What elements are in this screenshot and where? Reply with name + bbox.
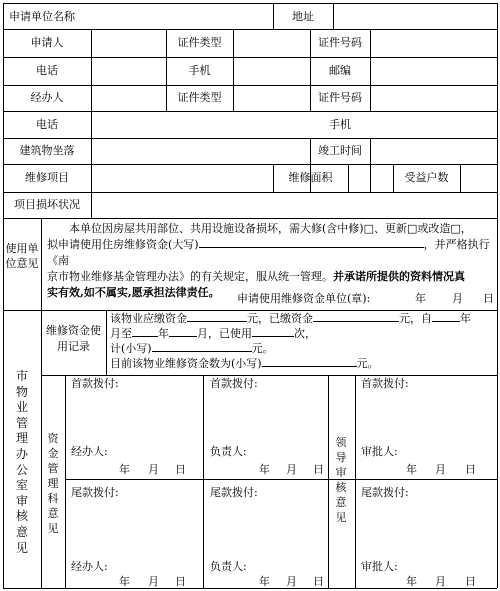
address-label: 地址 <box>292 10 314 23</box>
rule <box>328 375 329 588</box>
rule <box>41 375 497 376</box>
record-1c: 元，自 <box>399 312 432 325</box>
record-line-2 <box>110 326 496 341</box>
start-year-blank[interactable] <box>432 311 460 322</box>
date-month-1: 月 <box>148 463 159 476</box>
opinion-day: 日 <box>483 292 494 305</box>
final-payment-label-2: 尾款拨付: <box>210 486 258 499</box>
rule <box>91 164 92 192</box>
repair-item-label: 维修项目 <box>25 171 69 184</box>
opinion-line-4: 实有效,如不属实,愿承担法律责任。 <box>47 286 220 299</box>
date-year-1: 年 <box>119 463 130 476</box>
date-day-1: 日 <box>175 463 186 476</box>
record-2d: 次， <box>294 327 316 340</box>
record-1b: 元，已缴资金 <box>247 312 313 325</box>
rule-right <box>497 3 498 588</box>
rule <box>3 29 497 30</box>
rule <box>3 218 497 219</box>
first-payment-label-2: 首款拨付: <box>210 377 258 390</box>
record-line-3 <box>110 341 496 356</box>
rule <box>460 164 461 192</box>
opinion-line-2 <box>47 237 494 269</box>
final-payment-label-1: 尾款拨付: <box>71 486 119 499</box>
opinion-line-2b: ，并严格执行《南 <box>47 238 490 267</box>
rule <box>3 57 497 58</box>
id-number-label-2: 证件号码 <box>318 91 362 104</box>
rule <box>370 29 371 111</box>
used-amount-blank[interactable] <box>152 341 252 352</box>
damage-status-label: 项目损坏状况 <box>14 198 80 211</box>
id-number-label: 证件号码 <box>318 36 362 49</box>
end-year-blank[interactable] <box>169 326 197 337</box>
date-year-4: 年 <box>259 575 270 588</box>
completion-time-label: 竣工时间 <box>318 144 362 157</box>
postcode-label: 邮编 <box>329 64 351 77</box>
repair-fund-application-form <box>3 3 497 588</box>
rule-top <box>3 3 497 4</box>
current-fund-blank[interactable] <box>262 356 357 367</box>
approver-sign-label-1: 审批人: <box>361 445 398 458</box>
final-payment-label-3: 尾款拨付: <box>361 486 409 499</box>
rule <box>233 29 234 111</box>
paid-fund-blank[interactable] <box>313 311 399 322</box>
rule <box>65 479 497 480</box>
rule <box>333 3 334 29</box>
date-month-3: 月 <box>286 463 297 476</box>
date-day-4: 日 <box>313 575 324 588</box>
use-count-blank[interactable] <box>252 326 294 337</box>
rule <box>3 138 497 139</box>
first-payment-label-3: 首款拨付: <box>361 377 409 390</box>
opinion-month: 月 <box>452 292 463 305</box>
record-2a: 月至 <box>110 327 132 340</box>
date-month-2: 月 <box>148 575 159 588</box>
date-day-2: 日 <box>175 575 186 588</box>
handler-sign-label-2: 经办人: <box>71 560 108 573</box>
record-1a: 该物业应缴资金 <box>110 312 187 325</box>
approver-sign-label-2: 审批人: <box>361 560 398 573</box>
date-year-5: 年 <box>406 463 417 476</box>
date-year-3: 年 <box>259 463 270 476</box>
phone-label: 电话 <box>36 64 58 77</box>
payable-fund-blank[interactable] <box>187 311 247 322</box>
phone-label-2: 电话 <box>36 118 58 131</box>
applicant-unit-label: 申请单位名称 <box>9 10 75 23</box>
leader-review-label: 领导审核意见 <box>335 436 347 524</box>
date-month-6: 月 <box>435 575 446 588</box>
opinion-paragraph <box>47 221 494 301</box>
record-4a: 目前该物业维修资金数为(小写) <box>110 357 262 370</box>
rule <box>3 85 497 86</box>
id-type-label-2: 证件类型 <box>177 91 222 104</box>
beneficiary-households-label: 受益户数 <box>404 171 449 184</box>
handler-label: 经办人 <box>30 91 64 104</box>
opinion-line-3b: 并承诺所提供的资料情况真 <box>333 270 465 283</box>
record-3a: 计(小写) <box>110 342 152 355</box>
finance-dept-opinion-label: 资金管理科意见 <box>47 432 59 535</box>
opinion-line-3a: 京市物业维修基金管理办法》的有关规定，服从统一管理。 <box>47 270 333 283</box>
user-unit-opinion-text: 使用单位意见 <box>5 242 39 270</box>
date-year-2: 年 <box>119 575 130 588</box>
rule <box>106 310 107 375</box>
rule <box>3 111 497 112</box>
mobile-label: 手机 <box>188 64 211 77</box>
handler-sign-label-1: 经办人: <box>71 445 108 458</box>
rule <box>91 192 92 218</box>
opinion-line-1: 本单位因房屋共用部位、共用设施设备损坏，需大修(含中修)□、更新□或改造□， <box>69 222 472 235</box>
applicant-label: 申请人 <box>30 36 64 49</box>
office-review-label: 市物业管理办公室审核意见 <box>16 369 29 555</box>
record-2c: 月，已使用 <box>197 327 252 340</box>
rule <box>65 375 66 588</box>
date-month-4: 月 <box>286 575 297 588</box>
mobile-label-2: 手机 <box>329 118 351 131</box>
start-month-blank[interactable] <box>132 326 158 337</box>
date-day-6: 日 <box>465 575 476 588</box>
rule <box>203 375 204 588</box>
record-line-4 <box>110 356 496 371</box>
fund-record-label: 维修资金使用记录 <box>46 324 101 353</box>
fund-record-text <box>110 311 496 371</box>
rule <box>3 192 497 193</box>
id-type-label: 证件类型 <box>177 36 222 49</box>
record-1d: 年 <box>460 312 471 325</box>
rule-bottom <box>3 588 497 589</box>
rule <box>370 138 371 192</box>
responsible-sign-label-2: 负责人: <box>210 560 247 573</box>
opinion-year: 年 <box>415 292 426 305</box>
rule <box>355 375 356 588</box>
user-unit-opinion-label <box>3 241 41 271</box>
date-year-6: 年 <box>406 575 417 588</box>
rule <box>3 164 497 165</box>
record-2b: 年 <box>158 327 169 340</box>
rule <box>41 218 42 588</box>
responsible-sign-label-1: 负责人: <box>210 445 247 458</box>
date-day-3: 日 <box>313 463 324 476</box>
first-payment-label-1: 首款拨付: <box>71 377 119 390</box>
opinion-line-2a: 拟申请使用住房维修资金(大写) <box>47 238 199 251</box>
amount-uppercase-blank[interactable] <box>199 237 424 248</box>
building-location-label: 建筑物坐落 <box>19 144 75 157</box>
date-month-5: 月 <box>435 463 446 476</box>
repair-area-label: 维修面积 <box>288 171 333 184</box>
rule <box>348 164 349 192</box>
applicant-unit-seal: 申请使用维修资金单位(章): <box>237 292 371 305</box>
record-line-1 <box>110 311 496 326</box>
record-4b: 元。 <box>356 357 379 370</box>
opinion-line-3 <box>47 269 494 285</box>
rule-left <box>3 3 4 588</box>
record-3b: 元。 <box>251 342 274 355</box>
date-day-5: 日 <box>465 463 476 476</box>
